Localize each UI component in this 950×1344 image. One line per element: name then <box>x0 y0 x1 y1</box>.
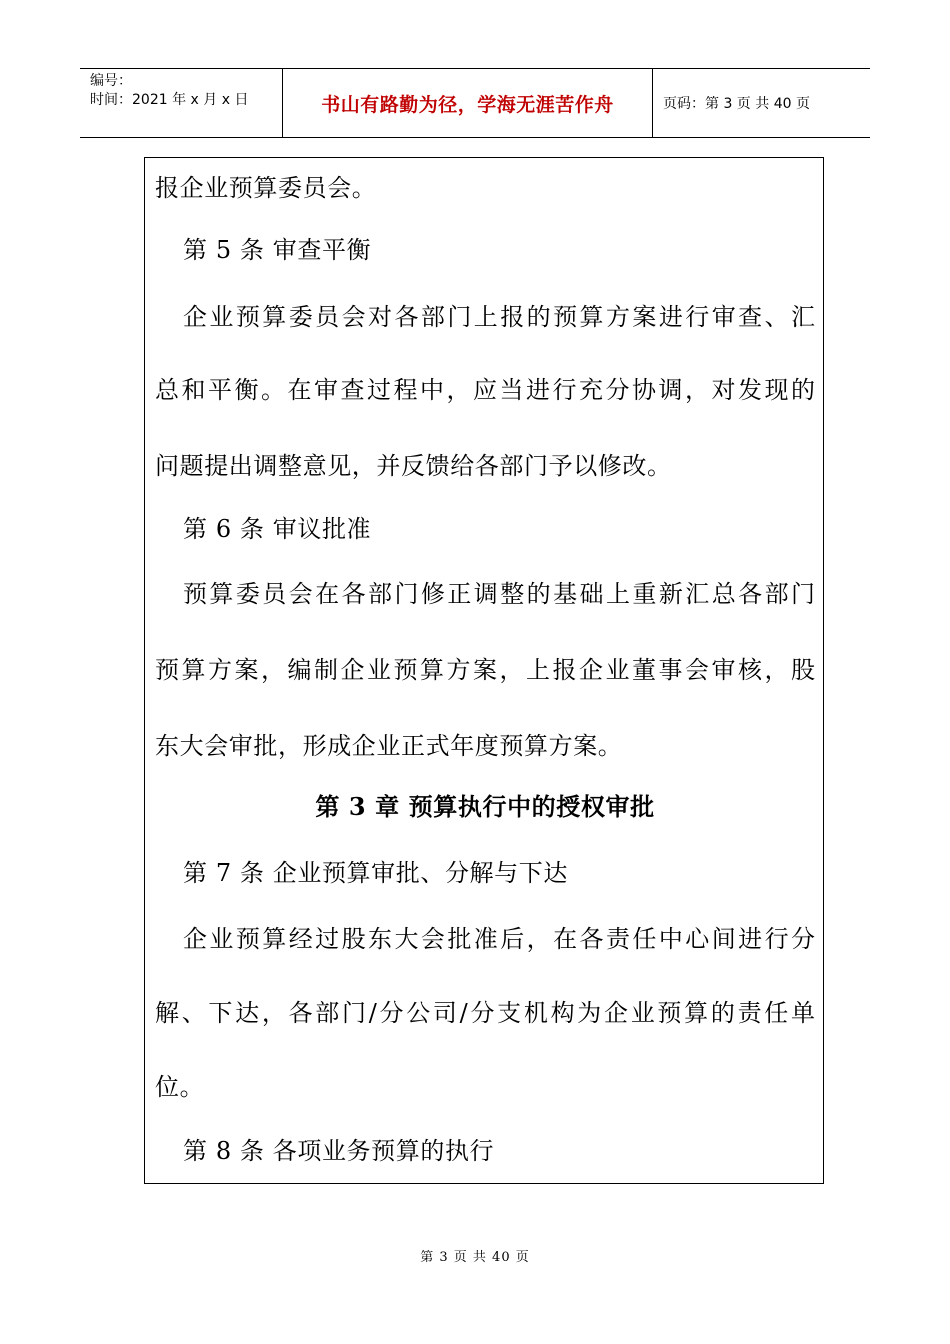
article-heading: 第 5 条 审查平衡 <box>183 236 372 264</box>
article-heading: 第 6 条 审议批准 <box>183 515 372 543</box>
paragraph-line: 预算方案，编制企业预算方案，上报企业董事会审核，股 <box>155 656 815 684</box>
article-heading: 第 8 条 各项业务预算的执行 <box>183 1137 495 1165</box>
document-number-label: 编号： <box>90 73 132 89</box>
paragraph-line: 东大会审批，形成企业正式年度预算方案。 <box>155 732 623 760</box>
document-date: 时间：2021 年 x 月 x 日 <box>90 92 249 108</box>
chapter-heading: 第 3 章 预算执行中的授权审批 <box>315 792 655 821</box>
content-frame <box>144 157 824 1184</box>
header-meta <box>80 69 283 137</box>
article-heading: 第 7 条 企业预算审批、分解与下达 <box>183 859 568 887</box>
page-header <box>80 68 870 138</box>
paragraph-line: 预算委员会在各部门修正调整的基础上重新汇总各部门 <box>183 580 815 608</box>
header-page-info: 页码：第 3 页 共 40 页 <box>663 96 810 112</box>
paragraph-line: 报企业预算委员会。 <box>155 174 377 202</box>
paragraph-line: 企业预算经过股东大会批准后，在各责任中心间进行分 <box>183 925 815 953</box>
paragraph-line: 位。 <box>155 1073 205 1101</box>
paragraph-line: 解、下达，各部门/分公司/分支机构为企业预算的责任单 <box>155 999 815 1027</box>
paragraph-line: 总和平衡。在审查过程中，应当进行充分协调，对发现的 <box>155 376 815 404</box>
paragraph-line: 问题提出调整意见，并反馈给各部门予以修改。 <box>155 452 672 480</box>
header-motto: 书山有路勤为径，学海无涯苦作舟 <box>283 69 653 137</box>
paragraph-line: 企业预算委员会对各部门上报的预算方案进行审查、汇 <box>183 303 815 331</box>
page-footer: 第 3 页 共 40 页 <box>420 1250 530 1265</box>
